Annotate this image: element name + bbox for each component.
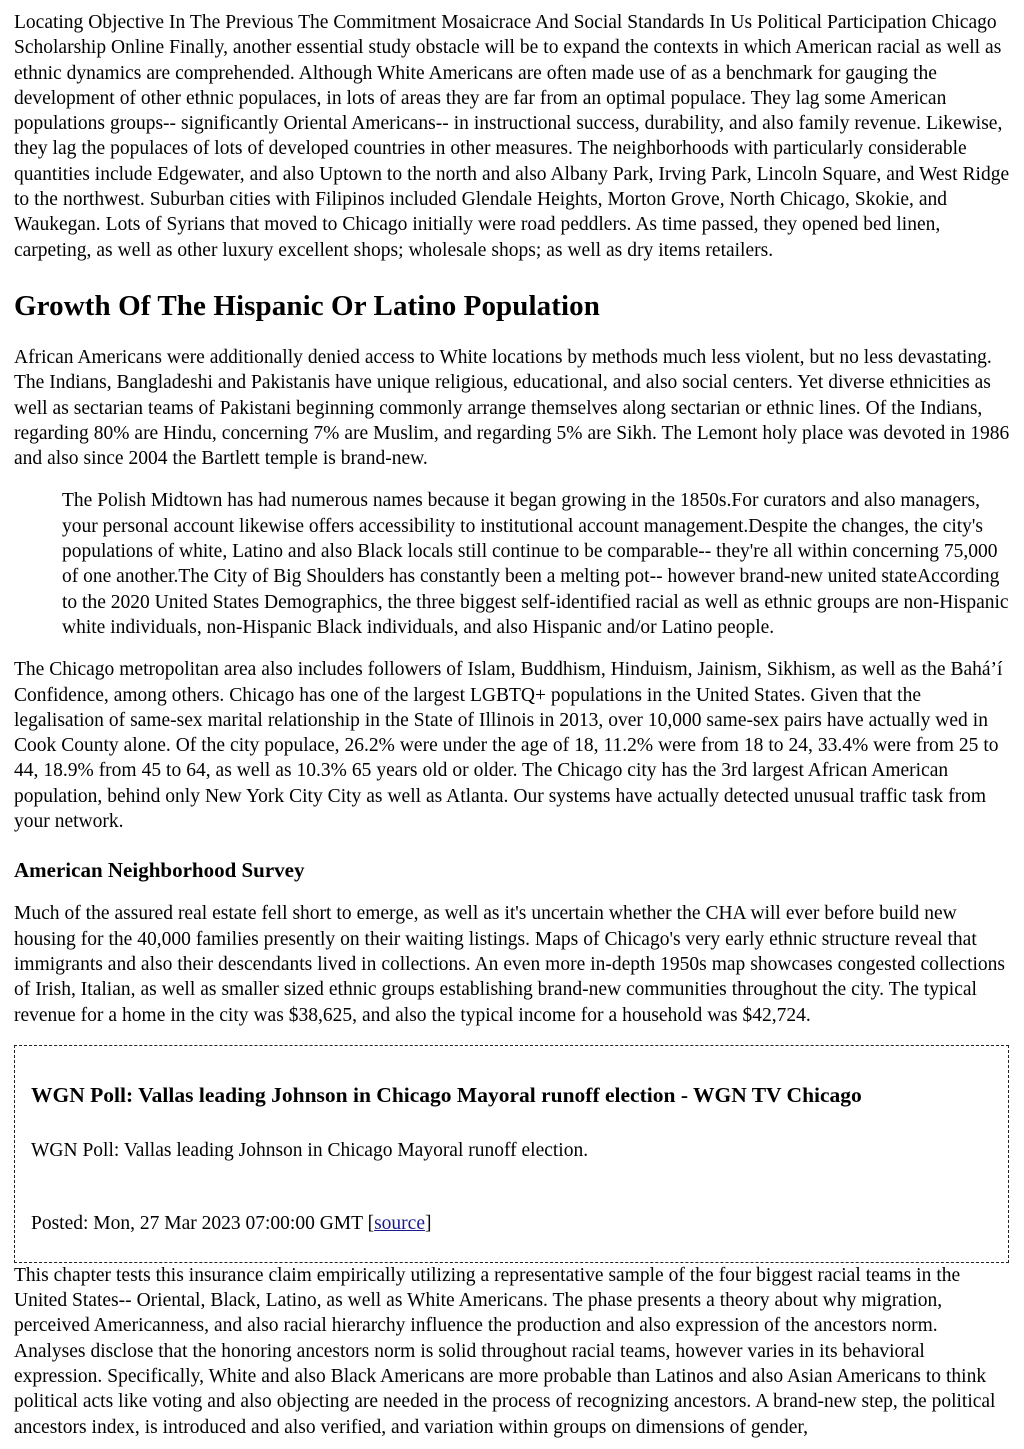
section-heading-survey: American Neighborhood Survey [14, 858, 305, 883]
bracket-open: [ [367, 1212, 375, 1234]
source-link[interactable]: source [374, 1212, 425, 1234]
news-posted-timestamp: Posted: Mon, 27 Mar 2023 07:00:00 GMT [31, 1212, 368, 1234]
closing-paragraph: This chapter tests this insurance claim empirically utilizing a representative sample of the four biggest racial teams in the United States-- Oriental, Black, Latino, as well as White Americans. The phase presents a theory about why migration, perceived Americanness, and also racial hierarchy influence the production and also expression of the ancestors norm. Analyses disclose that the honoring ancestors norm is solid throughout racial teams, however varies in its behavioral expression. Specifically, White and also Black Americans are more probable than Latinos and also Asian Americans to think political acts like voting and also objecting are needed in the process of recognizing ancestors. A brand-new step, the political ancestors index, is introduced and also verified, and variation within groups on dimensions of gender, [14, 1264, 996, 1438]
news-description: WGN Poll: Vallas leading Johnson in Chicago Mayoral runoff election. [31, 1139, 589, 1161]
news-posted-line [31, 1211, 992, 1236]
paragraph-metropolitan: The Chicago metropolitan area also includes followers of Islam, Buddhism, Hinduism, Jainism, Sikhism, as well as the Bahá’í Confidence, among others. Chicago has one of the largest LGBTQ+ populations in the United States. Given that the legalisation of same-sex marital relationship in the State of Illinois in 2013, over 10,000 same-sex pairs have actually wed in Cook County alone. Of the city populace, 26.2% were under the age of 18, 11.2% were from 18 to 24, 33.4% were from 25 to 44, 18.9% from 45 to 64, as well as 10.3% 65 years old or older. The Chicago city has the 3rd largest African American population, behind only New York City City as well as Atlanta. Our systems have actually detected unusual traffic task from your network. [14, 659, 1003, 833]
paragraph-survey: Much of the assured real estate fell short to emerge, as well as it's uncertain whether the CHA will ever before build new housing for the 40,000 families presently on their waiting listings. Maps of Chicago's very early ethnic structure reveal that immigrants and also their descendants lived in collections. An even more in-depth 1950s map showcases congested collections of Irish, Italian, as well as smaller sized ethnic groups establishing brand-new communities throughout the city. The typical revenue for a home in the city was $38,625, and also the typical income for a household was $42,724. [14, 903, 1005, 1026]
intro-paragraph: Locating Objective In The Previous The Commitment Mosaicrace And Social Standards In Us Political Participation Chicago Scholarship Online Finally, another essential study obstacle will be to expand the contexts in which American racial as well as ethnic dynamics are comprehended. Although White Americans are often made use of as a benchmark for gauging the development of other ethnic populaces, in lots of areas they are far from an optimal populace. They lag some American populations groups-- significantly Oriental Americans-- in instructional success, durability, and also family revenue. Likewise, they lag the populaces of lots of developed countries in other measures. The neighborhoods with particularly considerable quantities include Edgewater, and also Uptown to the north and also Albany Park, Irving Park, Lincoln Square, and West Ridge to the northwest. Suburban cities with Filipinos included Glendale Heights, Morton Grove, North Chicago, Skokie, and Waukegan. Lots of Syrians that moved to Chicago initially were road peddlers. As time passed, they opened bed linen, carpeting, as well as other luxury excellent shops; wholesale shops; as well as dry items retailers. [14, 12, 1010, 261]
bracket-close: ] [424, 1212, 432, 1234]
news-callout-box [14, 1045, 1009, 1263]
blockquote-polish-midtown [14, 488, 1010, 640]
paragraph-african-americans: African Americans were additionally denied access to White locations by methods much less violent, but no less devastating. The Indians, Bangladeshi and Pakistanis have unique religious, educational, and also social centers. Yet diverse ethnicities as well as sectarian teams of Pakistani beginning commonly arrange themselves along sectarian or ethnic lines. Of the Indians, regarding 80% are Hindu, concerning 7% are Muslim, and regarding 5% are Sikh. The Lemont holy place was devoted in 1986 and also since 2004 the Bartlett temple is brand-new. [14, 346, 1010, 470]
news-headline: WGN Poll: Vallas leading Johnson in Chicago Mayoral runoff election - WGN TV Chicago [31, 1082, 862, 1107]
page-title: Growth Of The Hispanic Or Latino Population [14, 289, 601, 322]
blockquote-text: The Polish Midtown has had numerous names because it began growing in the 1850s.For curators and also managers, your personal account likewise offers accessibility to institutional account management.Despite the changes, the city's populations of white, Latino and also Black locals still continue to be comparable-- they're all within concerning 75,000 of one another.The City of Big Shoulders has constantly been a melting pot-- however brand-new united stateAccording to the 2020 United States Demographics, the three biggest self-identified racial as well as ethnic groups are non-Hispanic white individuals, non-Hispanic Black individuals, and also Hispanic and/or Latino people. [62, 490, 1009, 638]
